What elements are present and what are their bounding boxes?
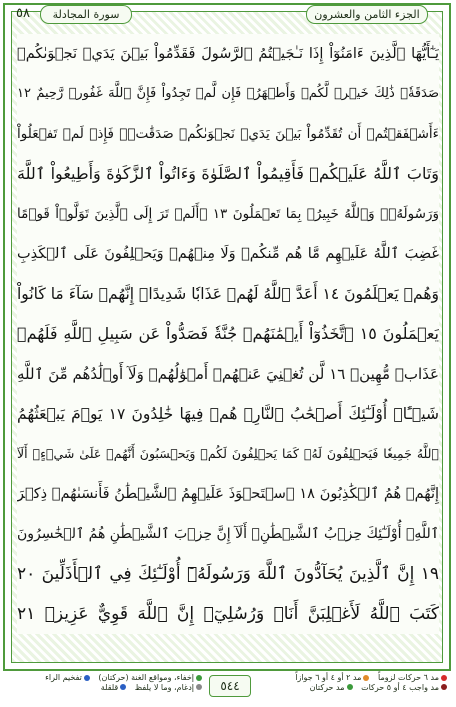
text-line-9: عَذَابٞ مُّهِينٞ ١٦ لَّن تُغۡنِيَ عَنۡهُمۡ أَمۡوَٰلُهُمۡ وَلَآ أَوۡلَٰدُهُم مِّنَ ٱللَّهِ [17,365,439,383]
color-dot-icon [196,675,202,681]
legend-item: مد ٦ حركات لزوماً [378,673,447,682]
tajweed-legend-left [7,673,202,701]
legend-item: تفخيم الراء [45,673,90,682]
text-line-7: وَهُمۡ يَعۡلَمُونَ ١٤ أَعَدَّ ٱللَّهُ لَهُمۡ عَذَابٗا شَدِيدًاۖ إِنَّهُمۡ سَآءَ مَا كَانُواْ [17,285,439,303]
color-dot-icon [441,684,447,690]
text-line-4: وَتَابَ ٱللَّهُ عَلَيۡكُمۡ فَأَقِيمُواْ ٱلصَّلَوٰةَ وَءَاتُواْ ٱلزَّكَوٰةَ وَأَطِيعُواْ ٱللَّهَ [17,164,439,183]
color-dot-icon [84,675,90,681]
legend-item: مد واجب ٤ أو ٥ حركات [361,683,447,692]
quran-text-area [17,34,439,634]
text-line-3: ءَأَشۡفَقۡتُمۡ أَن تُقَدِّمُواْ بَيۡنَ يَدَيۡ نَجۡوَىٰكُمۡ صَدَقَٰتٖۚ فَإِذۡ لَمۡ تَفۡعَلُواْ [17,126,439,142]
legend-item: قلقلة [101,683,126,692]
color-dot-icon [363,675,369,681]
text-line-6: غَضِبَ ٱللَّهُ عَلَيۡهِم مَّا هُم مِّنكُمۡ وَلَا مِنۡهُمۡ وَيَحۡلِفُونَ عَلَى ٱلۡكَذِبِ [17,246,439,262]
footer-page-number: ٥٤٤ [209,675,251,697]
text-line-14: ١٩ إِنَّ ٱلَّذِينَ يُحَآدُّونَ ٱللَّهَ وَرَسُولَهُۥٓ أُوْلَـٰٓئِكَ فِي ٱلۡأَذَلِّينَ ٢٠ [17,564,439,584]
color-dot-icon [196,684,202,690]
legend-item: مد ٢ أو ٤ أو ٦ جوازاً [295,673,369,682]
color-dot-icon [441,675,447,681]
text-line-10: شَيۡـًٔاۚ أُوْلَـٰٓئِكَ أَصۡحَٰبُ ٱلنَّارِۖ هُمۡ فِيهَا خَٰلِدُونَ ١٧ يَوۡمَ يَبۡعَثُهُمُ [17,405,439,423]
text-line-5: وَرَسُولَهُۥۚ وَٱللَّهُ خَبِيرُۢ بِمَا تَعۡمَلُونَ ١٣ ۞أَلَمۡ تَرَ إِلَى ٱلَّذِينَ تَوَلَّوۡاْ قَوۡمًا [17,206,439,222]
color-dot-icon [120,684,126,690]
text-line-15: كَتَبَ ٱللَّهُ لَأَغۡلِبَنَّ أَنَا۠ وَرُسُلِيٓۚ إِنَّ ٱللَّهَ قَوِيٌّ عَزِيزٞ ٢١ [17,604,439,624]
text-line-11: ٱللَّهُ جَمِيعٗا فَيَحۡلِفُونَ لَهُۥ كَمَا يَحۡلِفُونَ لَكُمۡ وَيَحۡسَبُونَ أَنَّهُمۡ عَلَىٰ شَيۡءٍۚ أَلَآ [17,446,439,461]
legend-item: إدغام، وما لا يلفظ [135,683,202,692]
header-page-number: ٥٨ [16,6,30,21]
text-line-13: ٱللَّهِۚ أُوْلَـٰٓئِكَ حِزۡبُ ٱلشَّيۡطَٰنِۚ أَلَآ إِنَّ حِزۡبَ ٱلشَّيۡطَٰنِ هُمُ ٱلۡخَٰسِرُونَ [17,526,439,542]
surah-title: سورة المجادلة [40,5,132,24]
page-header [10,4,434,26]
tajweed-legend-right [247,673,447,701]
text-line-8: يَعۡمَلُونَ ١٥ ٱتَّخَذُوٓاْ أَيۡمَٰنَهُمۡ جُنَّةٗ فَصَدُّواْ عَن سَبِيلِ ٱللَّهِ فَلَهُمۡ [17,324,439,343]
text-line-12: إِنَّهُمۡ هُمُ ٱلۡكَٰذِبُونَ ١٨ ٱسۡتَحۡوَذَ عَلَيۡهِمُ ٱلشَّيۡطَٰنُ فَأَنسَىٰهُمۡ ذِكۡرَ [17,486,439,502]
text-line-1: يَـٰٓأَيُّهَا ٱلَّذِينَ ءَامَنُوٓاْ إِذَا نَـٰجَيۡتُمُ ٱلرَّسُولَ فَقَدِّمُواْ بَيۡنَ يَدَيۡ نَجۡوَىٰكُمۡ [17,46,439,62]
juz-title: الجزء الثامن والعشرون [306,5,428,24]
legend-item: مد حركتان [310,683,353,692]
page-footer [3,673,451,703]
text-line-2: صَدَقَةٗۚ ذَٰلِكَ خَيۡرٞ لَّكُمۡ وَأَطۡهَرُۚ فَإِن لَّمۡ تَجِدُواْ فَإِنَّ ٱللَّهَ غَفُورٞ رَّحِيمٌ ١٢ [17,86,439,101]
legend-item: إخفاء، ومواقع الغنة (حركتان) [98,673,202,682]
color-dot-icon [347,684,353,690]
